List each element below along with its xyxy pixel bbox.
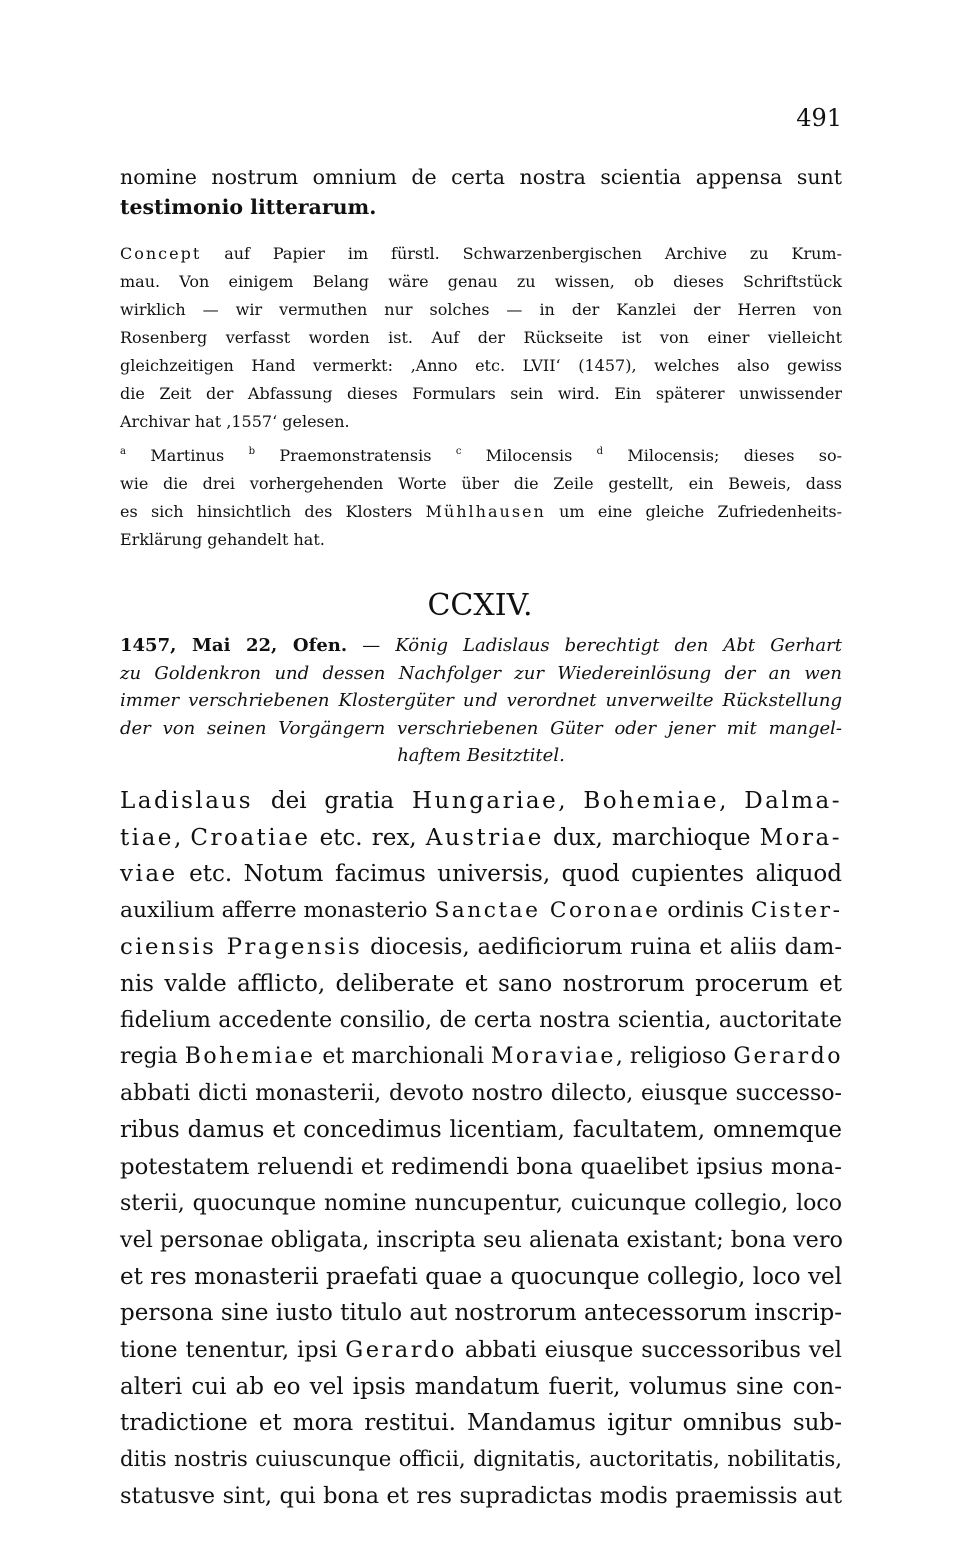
text-line: statusve sint, qui bona et res supradictas modis praemissis aut bbox=[120, 1483, 842, 1510]
footnote-marker: c bbox=[455, 446, 462, 457]
spaced-word: Hungariae bbox=[411, 788, 559, 814]
spaced-word: ciensis Pragensis bbox=[120, 934, 363, 961]
text-segment: um eine gleiche Zufriedenheits- bbox=[545, 502, 843, 521]
text-segment: etc. Notum facimus universis, quod cupientes aliquod bbox=[177, 861, 842, 888]
text-line bbox=[120, 893, 842, 930]
text-line: wirklich — wir vermuthen nur solches — in der Kanzlei der Herren von bbox=[120, 300, 842, 319]
spaced-word: Gerardo bbox=[733, 1044, 843, 1070]
text-segment: tione tenentur, ipsi bbox=[120, 1336, 346, 1363]
text-segment: es sich hinsichtlich des Klosters bbox=[120, 502, 426, 521]
spaced-word: Concept bbox=[120, 244, 202, 263]
spaced-word: Ladislaus bbox=[120, 788, 254, 814]
text-segment: , bbox=[719, 788, 745, 814]
text-line bbox=[120, 240, 842, 268]
text-line: der von seinen Vorgängern verschriebenen Güter oder jener mit mangel- bbox=[120, 717, 842, 739]
spaced-word: viae bbox=[120, 861, 178, 888]
text-line: abbati dicti monasterii, devoto nostro dilecto, eiusque successo- bbox=[120, 1080, 842, 1106]
text-segment: etc. rex, bbox=[310, 824, 426, 851]
footnote-text: Milocensis bbox=[461, 446, 597, 465]
text-segment: diocesis, aedificiorum ruina et aliis dam- bbox=[362, 934, 843, 961]
text-line: ditis nostris cuiuscunque officii, dignitatis, auctoritatis, nobilitatis, bbox=[120, 1446, 842, 1472]
footnote-marker: a bbox=[120, 446, 126, 457]
spaced-word: Cister- bbox=[750, 897, 843, 923]
text-segment: dei gratia bbox=[253, 788, 412, 814]
text-line: ribus damus et concedimus licentiam, facultatem, omnemque bbox=[120, 1117, 842, 1144]
spaced-word: Bohemiae bbox=[583, 788, 720, 814]
footnote-text: Martinus bbox=[125, 446, 249, 465]
text-line: gleichzeitigen Hand vermerkt: ‚Anno etc. LVII‘ (1457), welches also gewiss bbox=[120, 356, 842, 375]
text-segment: abbati eiusque successoribus vel bbox=[456, 1336, 842, 1363]
spaced-word: Bohemiae bbox=[184, 1044, 316, 1070]
text-line bbox=[120, 783, 842, 820]
text-line: potestatem reluendi et redimendi bona quaelibet ipsius mona- bbox=[120, 1153, 842, 1180]
text-line: Archivar hat ‚1557‘ gelesen. bbox=[120, 412, 350, 431]
footnote-text: Milocensis; dieses so- bbox=[603, 446, 843, 465]
document-number: CCXIV. bbox=[427, 588, 533, 623]
text-line: mau. Von einigem Belang wäre genau zu wissen, ob dieses Schriftstück bbox=[120, 272, 842, 291]
text-line: persona sine iusto titulo aut nostrorum antecessorum inscrip- bbox=[120, 1300, 842, 1327]
text-line bbox=[120, 632, 842, 660]
archival-note bbox=[120, 240, 842, 436]
spaced-word: Mühlhausen bbox=[425, 502, 546, 521]
text-segment: , religioso bbox=[615, 1044, 734, 1070]
text-segment: et marchionali bbox=[315, 1044, 491, 1070]
text-line: die Zeit der Abfassung dieses Formulars sein wird. Ein späterer unwissender bbox=[120, 384, 842, 403]
text-line: immer verschriebenen Klostergüter und verordnet unverweilte Rückstellung bbox=[120, 690, 842, 711]
text-line: zu Goldenkron und dessen Nachfolger zur Wiedereinlösung der an wen bbox=[120, 662, 842, 684]
text-line: vel personae obligata, inscripta seu alienata existant; bona vero bbox=[120, 1227, 843, 1254]
text-line: Rosenberg verfasst worden ist. Auf der Rückseite ist von einer vielleicht bbox=[120, 328, 842, 347]
text-line: alteri cui ab eo vel ipsis mandatum fuerit, volumus sine con- bbox=[120, 1373, 842, 1400]
text-segment: , bbox=[558, 788, 584, 814]
spaced-word: Mora- bbox=[759, 824, 842, 851]
spaced-word: Croatiae bbox=[190, 824, 311, 851]
spaced-word: tiae bbox=[120, 824, 174, 851]
text-line: nis valde afflicto, deliberate et sano nostrorum procerum et bbox=[120, 970, 842, 997]
regest-date: 1457, Mai 22, Ofen. bbox=[120, 635, 348, 656]
spaced-word: Dalma- bbox=[744, 788, 843, 814]
spaced-word: Sanctae Coronae bbox=[434, 897, 661, 923]
text-segment: ordinis bbox=[660, 897, 751, 923]
text-line: wie die drei vorhergehenden Worte über die Zeile gestellt, ein Beweis, dass bbox=[120, 474, 842, 493]
text-line: tradictione et mora restitui. Mandamus igitur omnibus sub- bbox=[120, 1410, 842, 1437]
text-segment: dux, marchioque bbox=[543, 824, 760, 851]
regest-summary bbox=[120, 632, 842, 770]
text-line bbox=[120, 1332, 842, 1369]
text-line: haftem Besitztitel. bbox=[397, 745, 565, 766]
text-segment: regia bbox=[120, 1044, 185, 1070]
text-line: Erklärung gehandelt hat. bbox=[120, 530, 325, 549]
text-segment: , bbox=[173, 824, 191, 851]
spaced-word: Gerardo bbox=[345, 1336, 457, 1363]
spaced-word: Moraviae bbox=[490, 1044, 616, 1070]
text-segment: auxilium afferre monasterio bbox=[120, 897, 435, 923]
text-line bbox=[120, 820, 842, 857]
text-segment: auf Papier im fürstl. Schwarzenbergischen Archive zu Krum- bbox=[201, 244, 842, 263]
page-number: 491 bbox=[796, 104, 842, 132]
footnote-text: Praemonstratensis bbox=[255, 446, 456, 465]
text-line: nomine nostrum omnium de certa nostra scientia appensa sunt bbox=[120, 165, 842, 189]
text-segment: — König Ladislaus berechtigt den Abt Gerhart bbox=[347, 635, 842, 656]
spaced-word: Austriae bbox=[425, 824, 544, 851]
text-line: et res monasterii praefati quae a quocunque collegio, loco vel bbox=[120, 1263, 842, 1290]
text-line bbox=[120, 856, 842, 893]
footnote-marker: b bbox=[248, 446, 256, 457]
text-line: testimonio litterarum. bbox=[120, 195, 377, 219]
text-line: sterii, quocunque nomine nuncupentur, cuicunque collegio, loco bbox=[120, 1190, 842, 1216]
continuation-paragraph bbox=[120, 162, 842, 222]
footnotes bbox=[120, 438, 842, 554]
text-line: fidelium accedente consilio, de certa nostra scientia, auctoritate bbox=[120, 1007, 842, 1033]
footnote-marker: d bbox=[596, 446, 604, 457]
charter-text bbox=[120, 783, 842, 1515]
text-line bbox=[120, 929, 842, 966]
text-line bbox=[120, 1039, 842, 1076]
text-line bbox=[120, 438, 842, 470]
text-line bbox=[120, 498, 842, 526]
